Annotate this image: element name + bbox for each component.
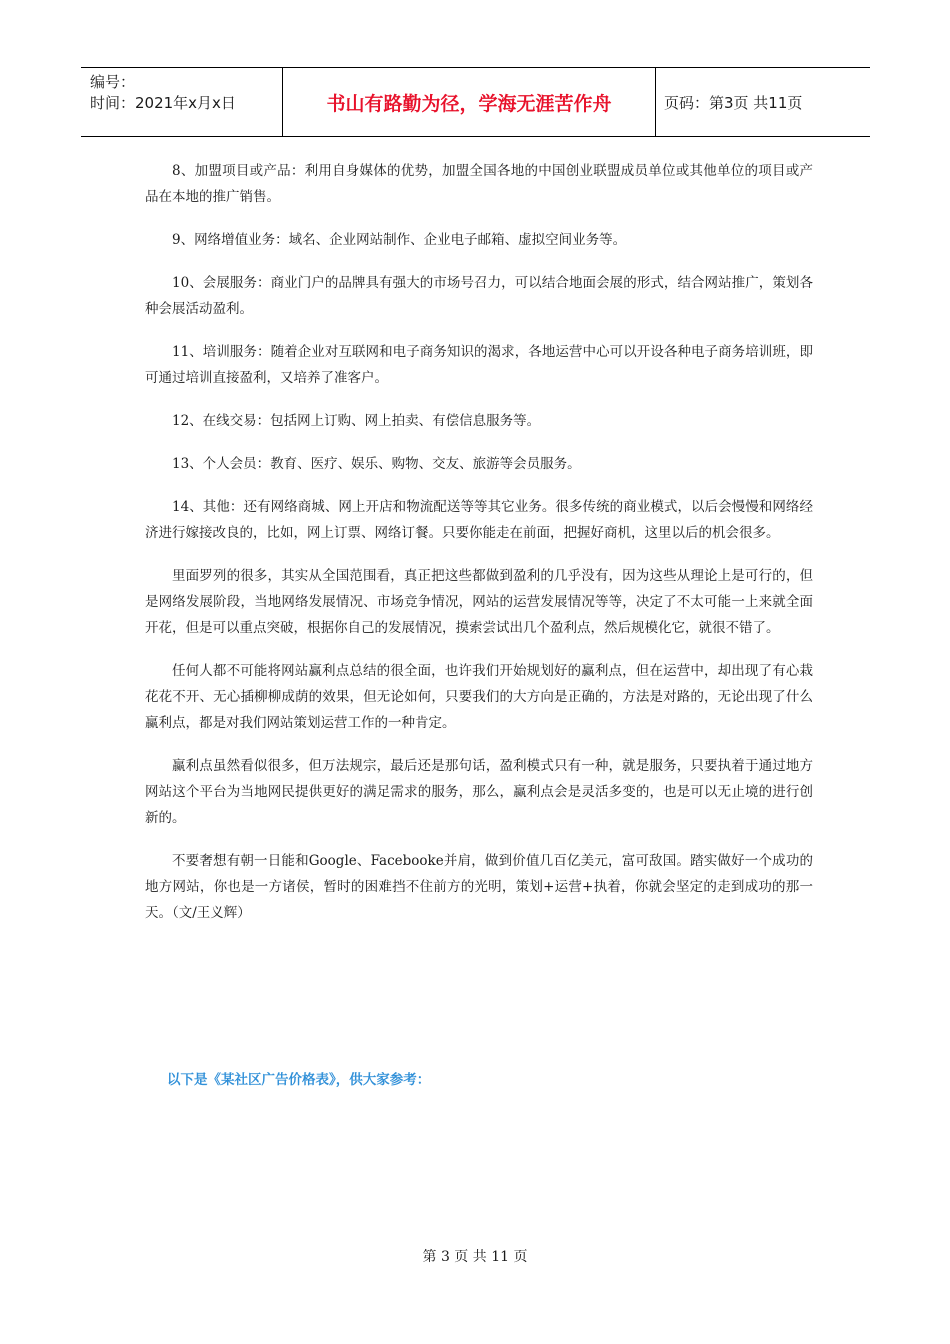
document-number-label: 编号：	[90, 73, 136, 91]
paragraph: 不要奢想有朝一日能和Google、Facebooke并肩，做到价值几百亿美元，富可敌国。踏实做好一个成功的地方网站，你也是一方诸侯，暂时的困难挡不住前方的光明，策划+运营+执着，你就会坚定的走到成功的那一天。（文/王义辉）	[145, 853, 813, 921]
reference-note: 以下是《某社区广告价格表》，供大家参考：	[167, 1072, 431, 1088]
paragraph: 赢利点虽然看似很多，但万法规宗，最后还是那句话，盈利模式只有一种，就是服务，只要执着于通过地方网站这个平台为当地网民提供更好的满足需求的服务，那么，赢利点会是灵活多变的，也是可以无止境的进行创新的。	[145, 758, 813, 826]
paragraph: 8、加盟项目或产品：利用自身媒体的优势，加盟全国各地的中国创业联盟成员单位或其他单位的项目或产品在本地的推广销售。	[145, 163, 813, 205]
paragraph: 14、其他：还有网络商城、网上开店和物流配送等等其它业务。很多传统的商业模式，以后会慢慢和网络经济进行嫁接改良的，比如，网上订票、网络订餐。只要你能走在前面，把握好商机，这里以后的机会很多。	[145, 499, 813, 541]
document-time-label: 时间：2021年x月x日	[90, 94, 236, 112]
header-divider	[655, 68, 656, 136]
header-meta	[90, 72, 280, 114]
document-body	[145, 158, 813, 943]
header-page-number: 页码：第3页 共11页	[664, 93, 803, 112]
page-header	[81, 67, 870, 137]
paragraph: 10、会展服务：商业门户的品牌具有强大的市场号召力，可以结合地面会展的形式，结合网站推广，策划各种会展活动盈利。	[145, 275, 813, 317]
paragraph: 11、培训服务：随着企业对互联网和电子商务知识的渴求，各地运营中心可以开设各种电子商务培训班，即可通过培训直接盈利，又培养了准客户。	[145, 344, 813, 386]
header-motto: 书山有路勤为径，学海无涯苦作舟	[326, 92, 612, 115]
paragraph: 9、网络增值业务：域名、企业网站制作、企业电子邮箱、虚拟空间业务等。	[172, 232, 627, 248]
page-footer: 第 3 页 共 11 页	[422, 1249, 528, 1265]
paragraph: 12、在线交易：包括网上订购、网上拍卖、有偿信息服务等。	[172, 413, 541, 429]
paragraph: 里面罗列的很多，其实从全国范围看，真正把这些都做到盈利的几乎没有，因为这些从理论上是可行的，但是网络发展阶段，当地网络发展情况、市场竞争情况，网站的运营发展情况等等，决定了不太可能一上来就全面开花，但是可以重点突破，根据你自己的发展情况，摸索尝试出几个盈利点，然后规模化它，就很不错了。	[145, 568, 813, 636]
paragraph: 13、个人会员：教育、医疗、娱乐、购物、交友、旅游等会员服务。	[172, 456, 581, 472]
paragraph: 任何人都不可能将网站赢利点总结的很全面，也许我们开始规划好的赢利点，但在运营中，却出现了有心栽花花不开、无心插柳柳成荫的效果，但无论如何，只要我们的大方向是正确的，方法是对路的，无论出现了什么赢利点，都是对我们网站策划运营工作的一种肯定。	[145, 663, 813, 731]
